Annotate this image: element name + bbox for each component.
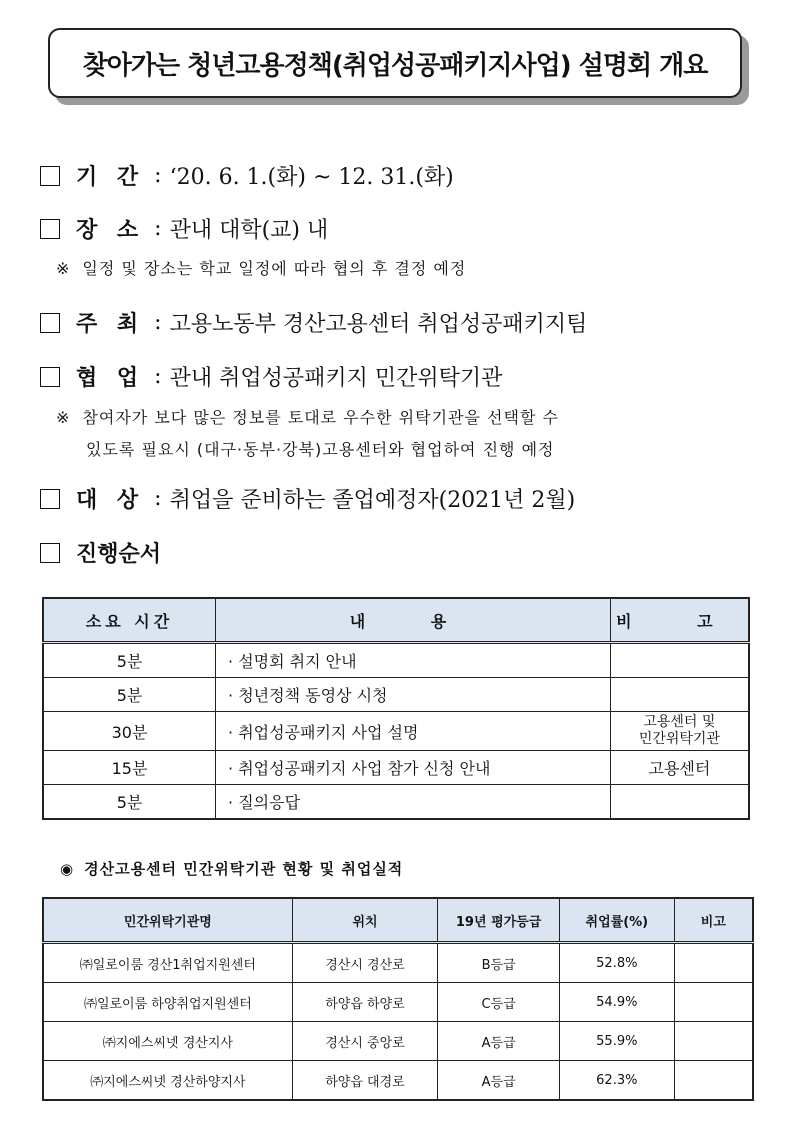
checkbox-square-icon <box>40 313 60 333</box>
cell-time: 5분 <box>43 678 216 712</box>
reference-mark: ※ <box>56 408 71 427</box>
checkbox-square-icon <box>40 543 60 563</box>
cell-location: 하양읍 대경로 <box>292 1061 438 1101</box>
cell-agency-name: ㈜지에스씨넷 경산지사 <box>43 1022 292 1061</box>
cell-location: 경산시 경산로 <box>292 943 438 983</box>
agency-table <box>42 897 754 1101</box>
checkbox-square-icon <box>40 489 60 509</box>
header-note: 비 고 <box>610 598 749 643</box>
table-header-row <box>43 898 753 943</box>
cell-rate: 52.8% <box>559 943 674 983</box>
cell-time: 5분 <box>43 643 216 678</box>
cell-note <box>610 785 749 820</box>
cell-rate: 62.3% <box>559 1061 674 1101</box>
header-time: 소요 시간 <box>43 598 216 643</box>
item-value: 관내 취업성공패키지 민간위탁기관 <box>169 366 503 391</box>
section-title-text: 경산고용센터 민간위탁기관 현황 및 취업실적 <box>84 860 404 878</box>
place-note <box>56 256 466 279</box>
title-box <box>48 28 742 98</box>
item-label: 장 소 <box>76 217 145 243</box>
item-value: 고용노동부 경산고용센터 취업성공패키지팀 <box>169 312 588 337</box>
cell-time: 15분 <box>43 751 216 785</box>
cell-note: 고용센터 <box>610 751 749 785</box>
item-label: 협 업 <box>76 365 145 391</box>
checkbox-square-icon <box>40 367 60 387</box>
header-note: 비고 <box>674 898 753 943</box>
reference-mark: ※ <box>56 259 71 278</box>
cell-time: 5분 <box>43 785 216 820</box>
item-value: 관내 대학(교) 내 <box>169 218 329 243</box>
schedule-table <box>42 597 750 820</box>
cell-note <box>674 1022 753 1061</box>
item-label: 대 상 <box>76 487 145 513</box>
item-value: 취업을 준비하는 졸업예정자(2021년 2월) <box>169 488 576 513</box>
cell-rate: 55.9% <box>559 1022 674 1061</box>
table-row <box>43 712 749 751</box>
cooperation-note <box>56 405 559 428</box>
cell-grade: A등급 <box>438 1061 560 1101</box>
cooperation-note-line2: 있도록 필요시 (대구·동부·강북)고용센터와 협업하여 진행 예정 <box>86 440 555 459</box>
cell-location: 경산시 중앙로 <box>292 1022 438 1061</box>
cell-time: 30분 <box>43 712 216 751</box>
item-label: 진행순서 <box>76 541 162 567</box>
cell-note <box>674 983 753 1022</box>
cell-note <box>674 943 753 983</box>
item-place: 장 소 : 관내 대학(교) 내 <box>40 213 328 244</box>
cell-note: 고용센터 및 민간위탁기관 <box>610 712 749 751</box>
cell-note <box>610 678 749 712</box>
table-row <box>43 943 753 983</box>
cell-note <box>610 643 749 678</box>
cell-content: · 취업성공패키지 사업 설명 <box>216 712 611 751</box>
note-text: 참여자가 보다 많은 정보를 토대로 우수한 위탁기관을 선택할 수 <box>82 408 559 427</box>
table-row <box>43 751 749 785</box>
item-label: 주 최 <box>76 311 145 337</box>
document-title: 찾아가는 청년고용정책(취업성공패키지사업) 설명회 개요 <box>82 50 708 81</box>
table-row <box>43 678 749 712</box>
table-row <box>43 1022 753 1061</box>
cell-agency-name: ㈜일로이룸 하양취업지원센터 <box>43 983 292 1022</box>
cell-content: · 질의응답 <box>216 785 611 820</box>
table-row <box>43 983 753 1022</box>
note-text: 일정 및 장소는 학교 일정에 따라 협의 후 결정 예정 <box>82 259 467 278</box>
item-procedure <box>40 537 171 568</box>
cell-content: · 설명회 취지 안내 <box>216 643 611 678</box>
checkbox-square-icon <box>40 166 60 186</box>
table-header-row <box>43 598 749 643</box>
item-label: 기 간 <box>76 164 145 190</box>
item-host: 주 최 : 고용노동부 경산고용센터 취업성공패키지팀 <box>40 307 587 338</box>
cell-location: 하양읍 하양로 <box>292 983 438 1022</box>
item-period: 기 간 : ‘20. 6. 1.(화) ~ 12. 31.(화) <box>40 160 454 191</box>
cell-grade: B등급 <box>438 943 560 983</box>
table-row <box>43 785 749 820</box>
cell-rate: 54.9% <box>559 983 674 1022</box>
header-grade: 19년 평가등급 <box>438 898 560 943</box>
header-content: 내 용 <box>216 598 611 643</box>
header-employment-rate: 취업률(%) <box>559 898 674 943</box>
cell-grade: C등급 <box>438 983 560 1022</box>
cell-content: · 취업성공패키지 사업 참가 신청 안내 <box>216 751 611 785</box>
bullet-icon: ◉ <box>60 860 75 878</box>
checkbox-square-icon <box>40 219 60 239</box>
cell-agency-name: ㈜일로이룸 경산1취업지원센터 <box>43 943 292 983</box>
agency-section-title <box>60 858 403 879</box>
table-row <box>43 643 749 678</box>
table-row <box>43 1061 753 1101</box>
header-agency-name: 민간위탁기관명 <box>43 898 292 943</box>
cell-note <box>674 1061 753 1101</box>
item-value: ‘20. 6. 1.(화) ~ 12. 31.(화) <box>169 165 454 190</box>
item-target: 대 상 : 취업을 준비하는 졸업예정자(2021년 2월) <box>40 483 575 514</box>
cell-agency-name: ㈜지에스씨넷 경산하양지사 <box>43 1061 292 1101</box>
cell-content: · 청년정책 동영상 시청 <box>216 678 611 712</box>
cell-grade: A등급 <box>438 1022 560 1061</box>
header-location: 위치 <box>292 898 438 943</box>
item-cooperation: 협 업 : 관내 취업성공패키지 민간위탁기관 <box>40 361 502 392</box>
